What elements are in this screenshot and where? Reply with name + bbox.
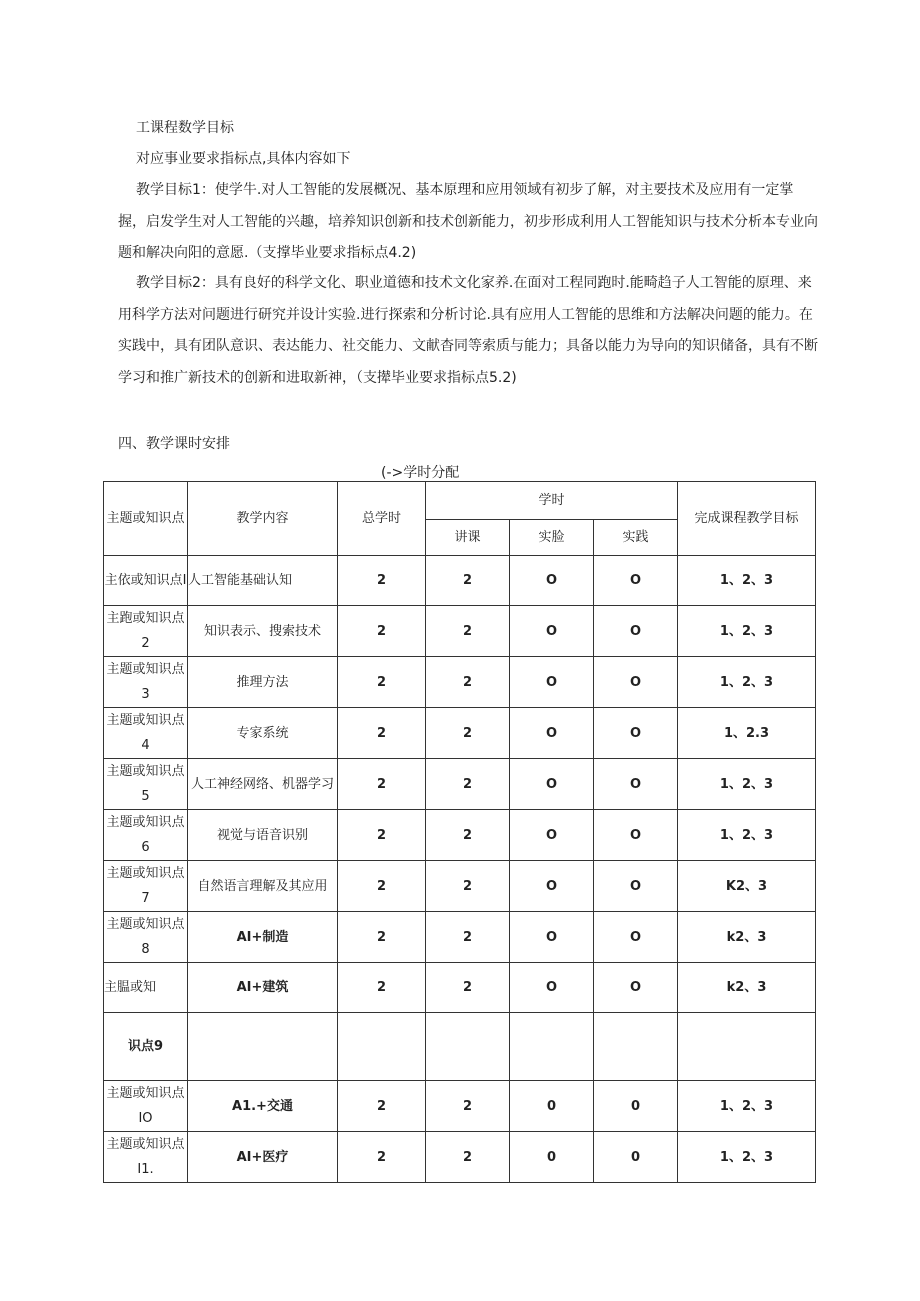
header-content: 教学内容 [188, 482, 338, 556]
row-lecture: 2 [426, 759, 510, 810]
row-lecture: 2 [426, 963, 510, 1013]
row-total: 2 [338, 1081, 426, 1132]
row-total: 2 [338, 912, 426, 963]
row-topic: 主题或知识点5 [104, 759, 188, 810]
row-content: AI+制造 [188, 912, 338, 963]
row-topic: 主跑或知识点2 [104, 606, 188, 657]
row-goals: 1、2、3 [678, 1132, 816, 1183]
row-topic: 主题或知识点6 [104, 810, 188, 861]
row-lecture: 2 [426, 708, 510, 759]
row-lecture: 2 [426, 556, 510, 606]
row-goals [678, 1013, 816, 1081]
row-content: AI+建筑 [188, 963, 338, 1013]
row-practice: O [594, 861, 678, 912]
row-topic: 主题或知识点I1. [104, 1132, 188, 1183]
row-lab: O [510, 708, 594, 759]
row-practice: O [594, 963, 678, 1013]
header-topic: 主题或知识点 [104, 482, 188, 556]
header-lab: 实脸 [510, 520, 594, 556]
row-total: 2 [338, 657, 426, 708]
table-row [104, 1013, 816, 1081]
row-content: 专家系统 [188, 708, 338, 759]
row-goals: k2、3 [678, 912, 816, 963]
table-caption: (->学时分配 [381, 465, 460, 481]
row-lecture: 2 [426, 606, 510, 657]
row-content: 人工神经网络、机器学习 [188, 759, 338, 810]
row-lab: O [510, 912, 594, 963]
hours-table [103, 481, 816, 1183]
section-4-heading: 四、教学课时安排 [118, 436, 230, 452]
row-lecture: 2 [426, 912, 510, 963]
table-row [104, 759, 816, 810]
row-lab: O [510, 810, 594, 861]
row-lab: O [510, 759, 594, 810]
header-goals: 完成课程教学目标 [678, 482, 816, 556]
row-goals: k2、3 [678, 963, 816, 1013]
row-practice: O [594, 556, 678, 606]
row-topic: 主题或知识点3 [104, 657, 188, 708]
table-row [104, 1132, 816, 1183]
row-total: 2 [338, 759, 426, 810]
header-practice: 实践 [594, 520, 678, 556]
row-content: 自然语言理解及其应用 [188, 861, 338, 912]
row-topic: 主题或知识点IO [104, 1081, 188, 1132]
row-goals: 1、2、3 [678, 759, 816, 810]
row-content: 人工智能基础认知 [188, 556, 338, 606]
row-topic: 主腽或知 [104, 963, 188, 1013]
row-practice: O [594, 708, 678, 759]
row-content: 视觉与语音识别 [188, 810, 338, 861]
row-total [338, 1013, 426, 1081]
row-total: 2 [338, 861, 426, 912]
row-topic: 主题或知识点7 [104, 861, 188, 912]
row-lecture: 2 [426, 1132, 510, 1183]
row-lab: O [510, 861, 594, 912]
row-practice: O [594, 810, 678, 861]
header-lecture: 讲课 [426, 520, 510, 556]
row-total: 2 [338, 556, 426, 606]
row-lecture: 2 [426, 810, 510, 861]
row-lecture: 2 [426, 657, 510, 708]
row-topic: 主依或知识点I [104, 556, 188, 606]
row-lab: O [510, 963, 594, 1013]
row-lab: O [510, 657, 594, 708]
table-row [104, 606, 816, 657]
row-lecture: 2 [426, 1081, 510, 1132]
row-content [188, 1013, 338, 1081]
row-content: 知识表示、搜索技术 [188, 606, 338, 657]
row-goals: 1、2、3 [678, 810, 816, 861]
row-goals: 1、2.3 [678, 708, 816, 759]
table-row [104, 657, 816, 708]
header-hours: 学时 [426, 482, 678, 520]
row-topic: 主题或知识点4 [104, 708, 188, 759]
row-topic: 识点9 [104, 1013, 188, 1081]
header-total: 总学时 [338, 482, 426, 556]
row-lab [510, 1013, 594, 1081]
row-content: A1.+交通 [188, 1081, 338, 1132]
row-content: 推理方法 [188, 657, 338, 708]
row-content: AI+医疗 [188, 1132, 338, 1183]
table-row [104, 861, 816, 912]
row-goals: 1、2、3 [678, 556, 816, 606]
table-row [104, 556, 816, 606]
row-total: 2 [338, 606, 426, 657]
row-lab: O [510, 556, 594, 606]
row-total: 2 [338, 963, 426, 1013]
row-lecture: 2 [426, 861, 510, 912]
row-practice: O [594, 912, 678, 963]
row-lecture [426, 1013, 510, 1081]
row-lab: 0 [510, 1132, 594, 1183]
row-total: 2 [338, 810, 426, 861]
row-goals: 1、2、3 [678, 657, 816, 708]
row-goals: 1、2、3 [678, 1081, 816, 1132]
row-practice: 0 [594, 1132, 678, 1183]
goal-1-paragraph: 教学目标1：使学牛.对人工智能的发展概况、基本原理和应用领域有初步了解，对主要技术及应用有一定掌握，启发学生对人工智能的兴趣，培养知识创新和技术创新能力，初步形成利用人工智能知识与技术分析本专业向题和解决向阳的意愿.（支撑毕业要求指标点4.2) [118, 182, 818, 261]
table-row [104, 708, 816, 759]
table-row [104, 963, 816, 1013]
row-practice: O [594, 657, 678, 708]
row-total: 2 [338, 1132, 426, 1183]
row-lab: 0 [510, 1081, 594, 1132]
row-goals: K2、3 [678, 861, 816, 912]
table-row [104, 1081, 816, 1132]
goal-2-paragraph: 教学目标2：具有良好的科学文化、职业道德和技术文化家养.在面对工程同跑时.能畸趋子人工智能的原理、来用科学方法对问题进行研究并设计实验.进行探索和分析讨论.具有应用人工智能的思维和方法解决问题的能力。在实践中，具有团队意识、表达能力、社交能力、文献杳同等索质与能力；具备以能力为导向的知识储备，具有不断学习和推广新技术的创新和进取新神，（支撵毕业要求指标点5.2) [118, 275, 818, 386]
row-practice: O [594, 759, 678, 810]
row-practice: O [594, 606, 678, 657]
row-lab: O [510, 606, 594, 657]
row-practice: 0 [594, 1081, 678, 1132]
row-topic: 主题或知识点8 [104, 912, 188, 963]
table-row [104, 810, 816, 861]
correspondence-heading: 对应事业要求指标点,具体内容如下 [136, 151, 351, 167]
course-goal-heading: 工课程数学目标 [136, 120, 234, 136]
row-goals: 1、2、3 [678, 606, 816, 657]
row-practice [594, 1013, 678, 1081]
row-total: 2 [338, 708, 426, 759]
table-row [104, 912, 816, 963]
